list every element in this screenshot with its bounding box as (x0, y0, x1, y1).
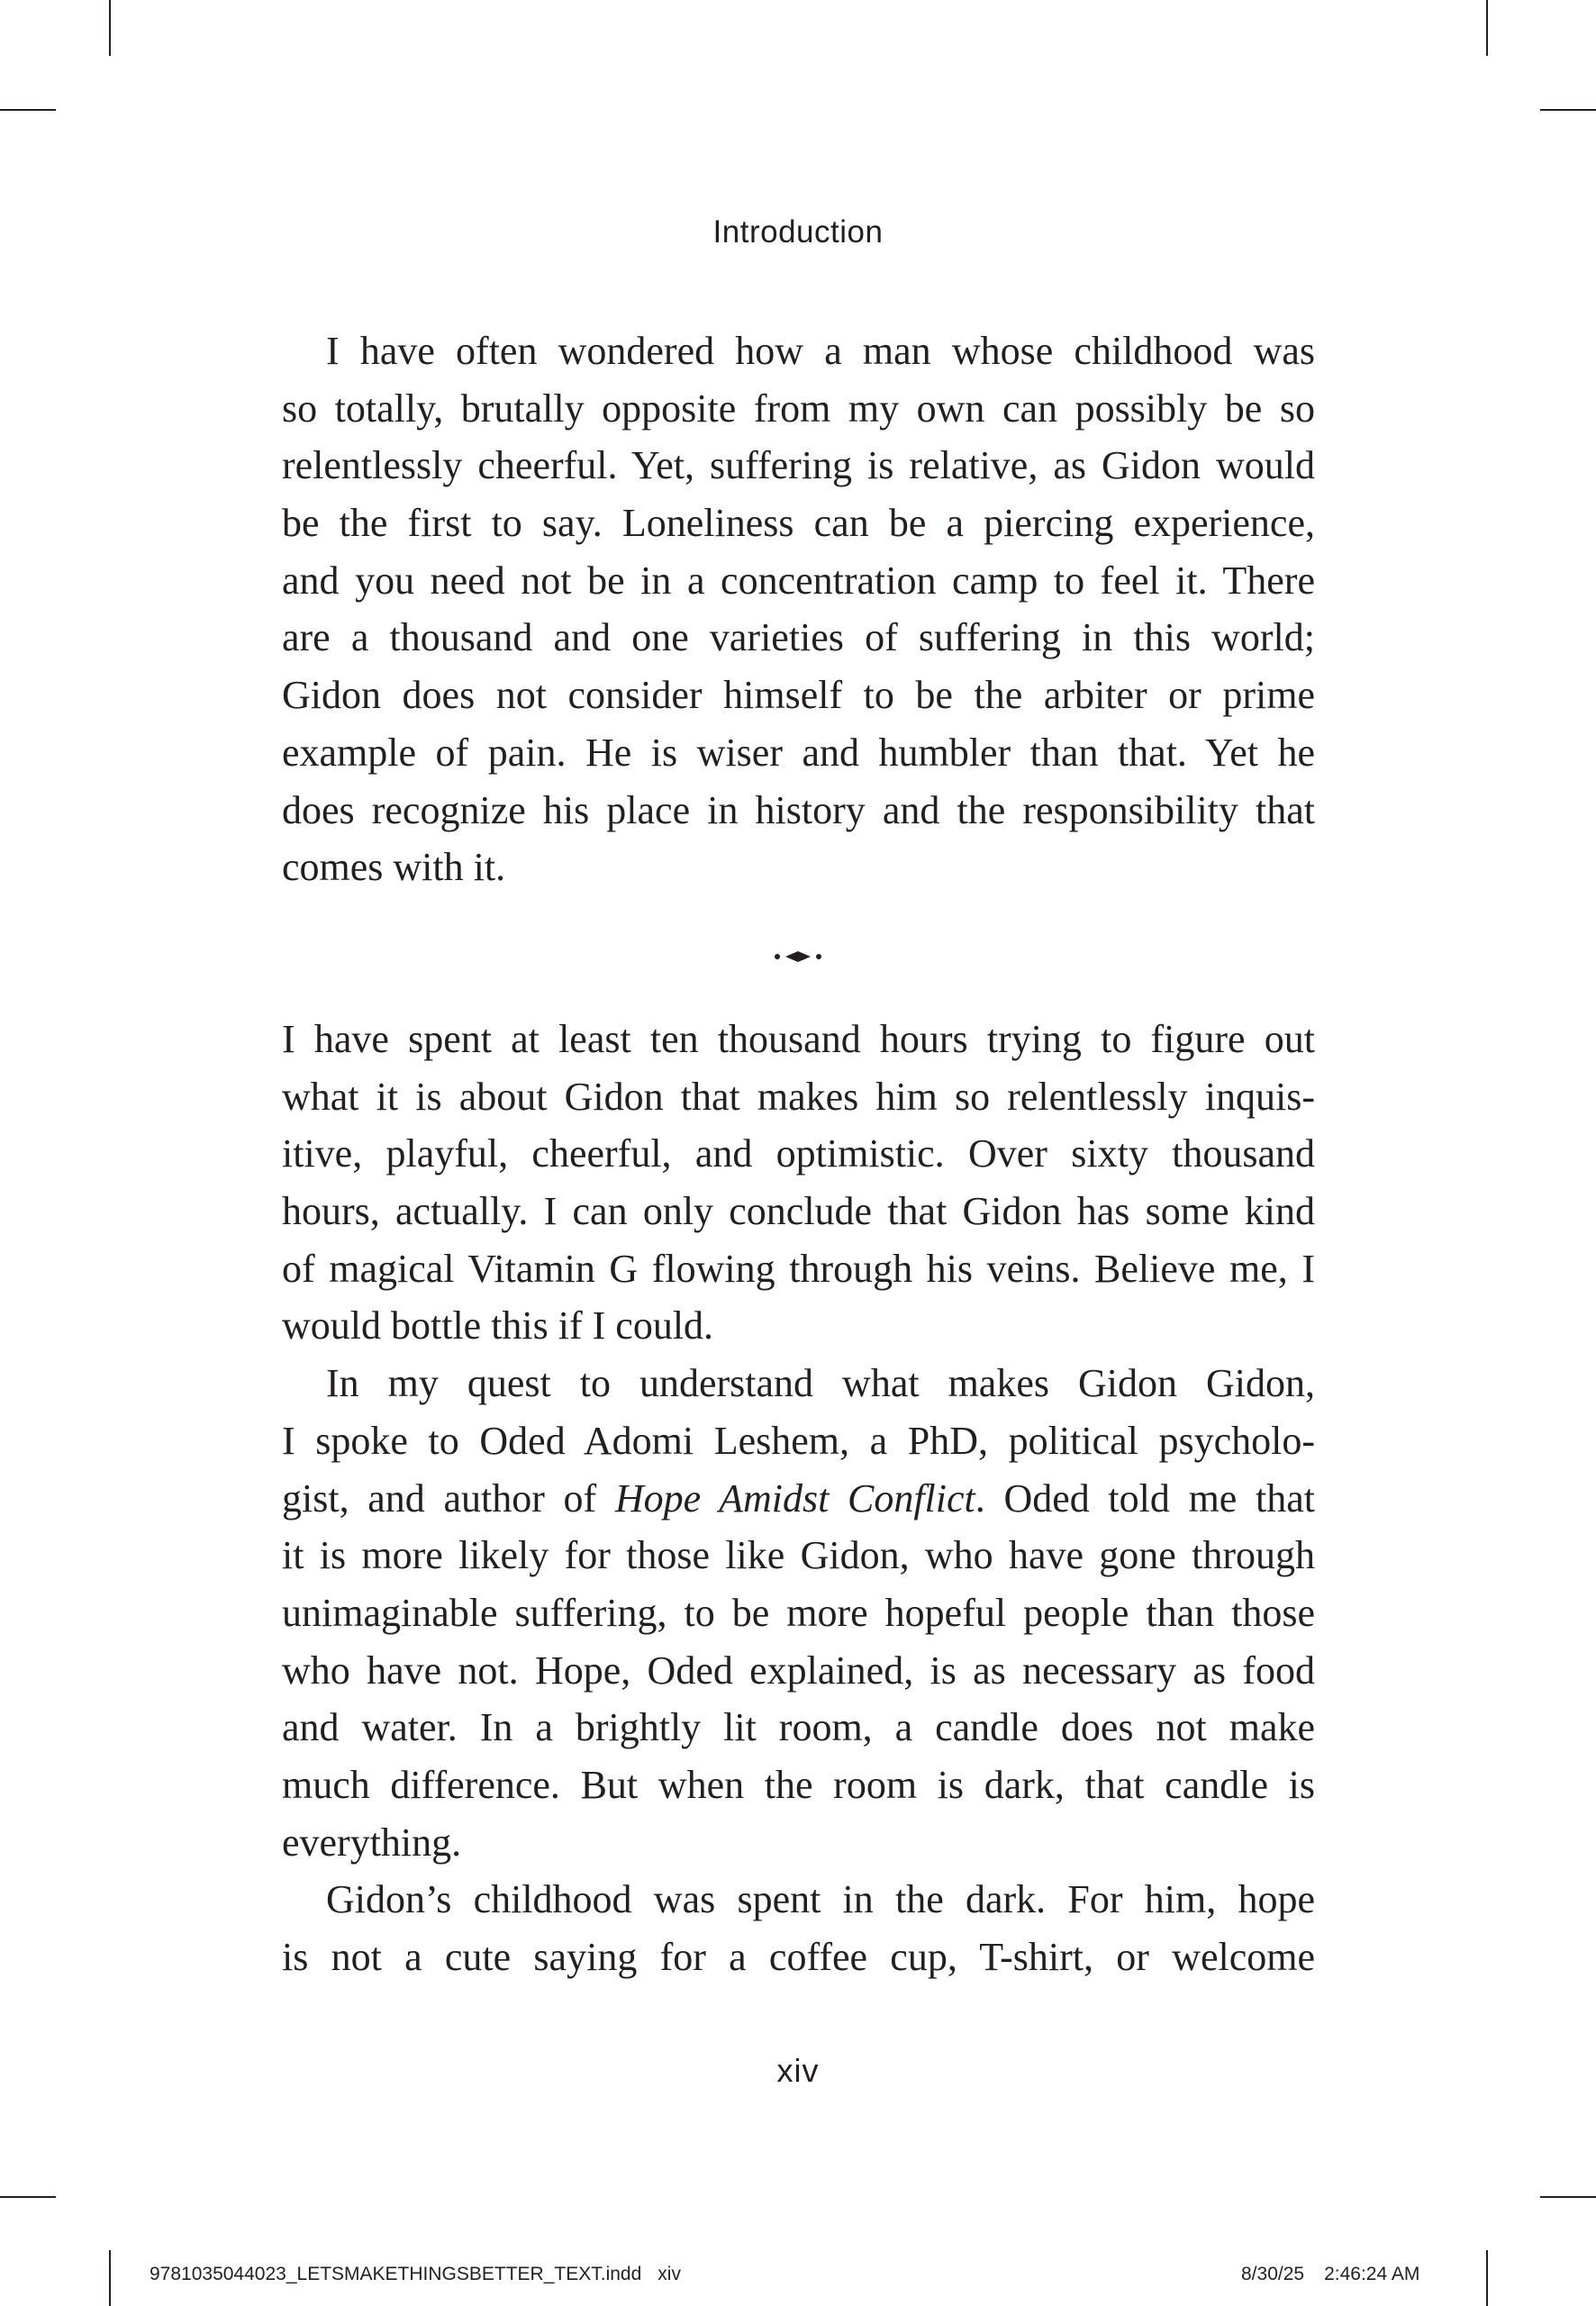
text-line: and you need not be in a concentration camp to feel it. There (282, 558, 1315, 603)
text-line: much difference. But when the room is dark, that candle is (282, 1762, 1315, 1807)
slug-date: 8/30/25 (1241, 2264, 1305, 2284)
text-line: what it is about Gidon that makes him so relentlessly inquis- (282, 1074, 1315, 1119)
fleuron-icon (773, 948, 823, 966)
crop-mark-top-right-vertical (1486, 0, 1488, 56)
crop-mark-top-left-vertical (109, 0, 111, 56)
text-line: would bottle this if I could. (282, 1303, 714, 1348)
slug-filename: 9781035044023_LETSMAKETHINGSBETTER_TEXT.indd (150, 2264, 642, 2284)
crop-mark-bottom-right-vertical (1486, 2250, 1488, 2306)
crop-mark-top-right-horizontal (1540, 109, 1596, 111)
body-text (282, 1011, 1315, 1986)
text-fragment: . Oded told me that (975, 1475, 1315, 1521)
text-fragment: gist, and author of (282, 1475, 615, 1521)
text-line: I have often wondered how a man whose childhood was (326, 329, 1315, 373)
text-line: are a thousand and one varieties of suffering in this world; (282, 615, 1315, 660)
text-line: I have spent at least ten thousand hours trying to figure out (282, 1017, 1315, 1061)
paragraph-1 (282, 322, 1315, 896)
text-line: In my quest to understand what makes Gidon Gidon, (326, 1361, 1315, 1406)
text-line: it is more likely for those like Gidon, who have gone through (282, 1533, 1315, 1578)
text-line: Gidon does not consider himself to be the arbiter or prime (282, 673, 1315, 718)
text-line: is not a cute saying for a coffee cup, T-shirt, or welcome (282, 1935, 1315, 1979)
book-title: Hope Amidst Conflict (614, 1475, 975, 1521)
text-line: be the first to say. Loneliness can be a piercing experience, (282, 501, 1315, 546)
crop-mark-bottom-left-horizontal (0, 2196, 56, 2198)
slug-file-info (150, 2264, 681, 2285)
text-line: relentlessly cheerful. Yet, suffering is relative, as Gidon would (282, 443, 1315, 488)
text-line: who have not. Hope, Oded explained, is as necessary as food (282, 1648, 1315, 1693)
text-line: example of pain. He is wiser and humbler than that. Yet he (282, 730, 1315, 775)
text-line: hours, actually. I can only conclude that Gidon has some kind (282, 1189, 1315, 1234)
text-line: I spoke to Oded Adomi Leshem, a PhD, political psycholo- (282, 1418, 1315, 1463)
section-break-ornament (0, 944, 1596, 969)
text-line: Gidon’s childhood was spent in the dark. For him, hope (326, 1877, 1315, 1922)
page-number: xiv (776, 2052, 820, 2089)
text-line: and water. In a brightly lit room, a candle does not make (282, 1705, 1315, 1750)
running-head: Introduction (712, 214, 884, 250)
text-line: of magical Vitamin G flowing through his veins. Believe me, I (282, 1246, 1315, 1291)
slug-time: 2:46:24 AM (1324, 2264, 1420, 2284)
text-line: so totally, brutally opposite from my own can possibly be so (282, 386, 1315, 431)
crop-mark-bottom-right-horizontal (1540, 2196, 1596, 2198)
crop-mark-bottom-left-vertical (109, 2250, 111, 2306)
text-line: does recognize his place in history and the responsibility that (282, 787, 1315, 832)
slug-timestamp (1241, 2264, 1419, 2285)
text-line: everything. (282, 1820, 462, 1865)
text-line: unimaginable suffering, to be more hopeful people than those (282, 1590, 1315, 1635)
text-line: comes with it. (282, 845, 506, 890)
text-line (282, 1470, 1315, 1528)
text-line: itive, playful, cheerful, and optimistic. Over sixty thousand (282, 1131, 1315, 1176)
slug-page: xiv (657, 2264, 681, 2284)
crop-mark-top-left-horizontal (0, 109, 56, 111)
